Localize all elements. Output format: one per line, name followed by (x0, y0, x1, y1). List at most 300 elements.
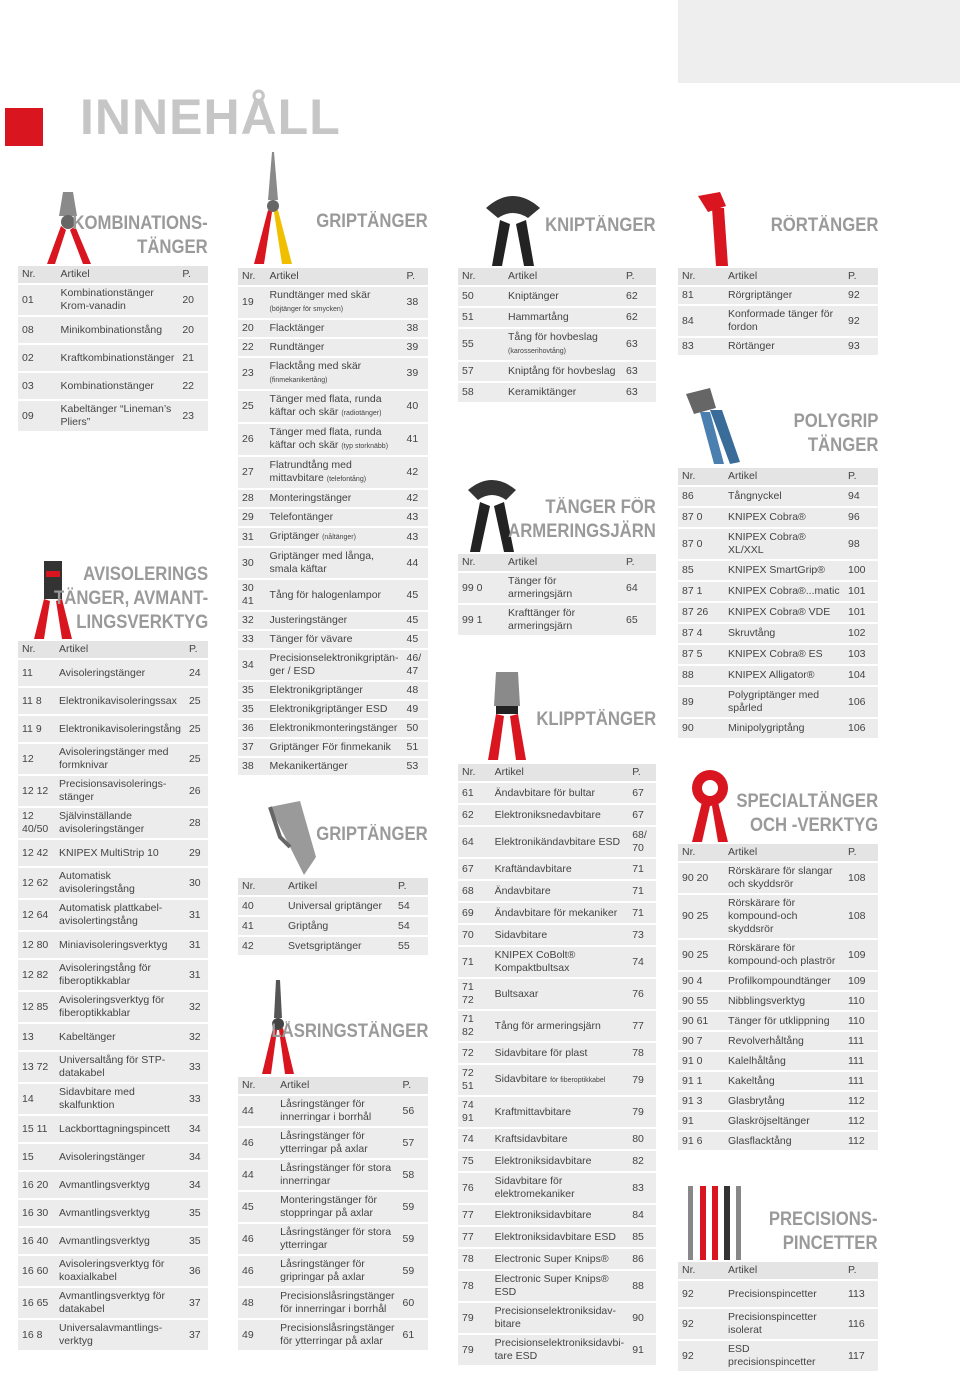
row-artikel (724, 992, 844, 1012)
row-page: 31 (185, 900, 208, 932)
row-artikel-text: Tänger för vävare (269, 633, 353, 645)
table-row (678, 895, 878, 940)
row-artikel (724, 487, 844, 508)
row-artikel-note: för fiberoptikkabel (550, 1077, 606, 1084)
row-nr: 71 72 (458, 979, 491, 1011)
row-artikel-text: Electronic Super Knips® (494, 1252, 609, 1265)
row-page: 59 (399, 1224, 428, 1256)
row-page: 83 (628, 1173, 656, 1205)
row-artikel-note: (telefontång) (326, 476, 367, 483)
row-nr: 84 (678, 306, 724, 338)
row-artikel-text: Griptänger med långa, smala käftar (269, 550, 375, 575)
row-page: 61 (399, 1320, 428, 1352)
row-artikel (55, 1256, 185, 1288)
table-row (458, 1043, 656, 1065)
header-artikel: Artikel (724, 1262, 844, 1281)
row-page: 106 (844, 719, 878, 740)
table-row (238, 650, 428, 682)
row-artikel-text: Avmantlingsverktyg (58, 1234, 150, 1247)
row-artikel (724, 1052, 844, 1072)
header-nr: Nr. (18, 266, 57, 285)
row-artikel-text: Krafttänger för armeringsjärn (508, 607, 576, 632)
row-page: 32 (185, 1024, 208, 1052)
row-nr: 77 (458, 1227, 491, 1249)
section-title: GRIPTÄNGER (316, 824, 428, 845)
table-row (678, 1032, 878, 1052)
row-artikel-text: Sidavbitare (494, 1073, 548, 1085)
row-artikel-text: Precisionselektroniksidav-bitare (494, 1305, 617, 1330)
table-row (458, 947, 656, 979)
row-nr: 91 6 (678, 1132, 724, 1152)
row-artikel (724, 895, 844, 940)
row-artikel-text: Sidavbitare för elektromekaniker (494, 1175, 575, 1200)
row-artikel-text: Nibblingsverktyg (728, 994, 806, 1007)
row-artikel-text: Griptång (288, 919, 329, 932)
table-row (678, 1092, 878, 1112)
section-armeringsjarn (458, 472, 656, 637)
header-p: P. (622, 554, 656, 573)
row-page: 80 (628, 1129, 656, 1151)
table-row (458, 1205, 656, 1227)
table-row (238, 339, 428, 358)
row-page: 101 (844, 582, 878, 603)
row-artikel-text: Elektronikgriptänger ESD (269, 703, 388, 715)
row-page: 31 (185, 932, 208, 960)
table-header-row (678, 844, 878, 863)
row-artikel (491, 805, 629, 827)
row-artikel (55, 744, 185, 776)
row-nr: 78 (458, 1249, 491, 1271)
row-nr: 57 (458, 362, 504, 383)
row-artikel (57, 373, 179, 401)
row-page: 21 (178, 345, 208, 373)
row-page: 20 (178, 317, 208, 345)
header-nr: Nr. (458, 554, 504, 573)
row-page: 62 (622, 308, 656, 329)
table-header-row (238, 268, 428, 287)
table-header-row (678, 1262, 878, 1281)
row-page: 59 (399, 1192, 428, 1224)
row-nr: 87 1 (678, 582, 724, 603)
row-nr: 91 (678, 1112, 724, 1132)
row-artikel (504, 308, 622, 329)
row-artikel-text: Kabeltänger (58, 1030, 116, 1043)
header-artikel: Artikel (266, 268, 403, 287)
row-nr: 90 20 (678, 863, 724, 895)
needle-nose-pliers-icon (248, 150, 298, 266)
row-page: 42 (403, 490, 428, 509)
table-row (238, 548, 428, 580)
row-artikel-text: Elektronikgriptänger (269, 684, 363, 696)
row-artikel-text: Griptänger (269, 530, 320, 542)
row-nr: 79 (458, 1303, 491, 1335)
table-row (238, 287, 428, 320)
row-nr: 40 (238, 897, 284, 917)
table-header-row (458, 554, 656, 573)
header-p: P. (844, 468, 878, 487)
table-header-row (18, 641, 208, 660)
table-row (678, 1281, 878, 1309)
row-artikel (724, 1012, 844, 1032)
row-artikel (724, 603, 844, 624)
row-artikel (504, 287, 622, 308)
row-artikel-text: Elektroniksidavbitare (494, 1208, 592, 1221)
row-page: 116 (844, 1309, 878, 1341)
row-artikel (504, 383, 622, 404)
pincett-table (678, 1262, 878, 1373)
row-nr: 15 11 (18, 1116, 55, 1144)
row-artikel-text: KNIPEX Cobra® XL/XXL (728, 531, 806, 556)
row-nr: 45 (238, 1192, 276, 1224)
row-artikel (491, 1065, 629, 1097)
row-artikel-text: Kniptång för hovbeslag (508, 365, 616, 377)
row-artikel (276, 1096, 398, 1128)
table-row (238, 509, 428, 528)
row-artikel-text: Kabeltänger “Lineman’s Pliers” (60, 403, 172, 428)
table-row (678, 992, 878, 1012)
row-artikel (724, 582, 844, 603)
row-nr: 74 (458, 1129, 491, 1151)
row-artikel (724, 972, 844, 992)
row-artikel-text: Kniptänger (508, 290, 559, 302)
row-page: 108 (844, 863, 878, 895)
row-nr: 92 (678, 1309, 724, 1341)
row-artikel-text: Flacktång med skär (269, 360, 362, 372)
row-artikel (276, 1288, 398, 1320)
pipe-cutter-icon (680, 768, 740, 844)
row-artikel (57, 345, 179, 373)
row-nr: 90 55 (678, 992, 724, 1012)
row-nr: 13 (18, 1024, 55, 1052)
row-artikel (491, 1011, 629, 1043)
section-griptanger-2 (238, 795, 428, 957)
table-row (458, 783, 656, 805)
row-nr: 25 (238, 391, 266, 424)
table-row (238, 1224, 428, 1256)
row-artikel (724, 1132, 844, 1152)
row-page: 103 (844, 645, 878, 666)
row-page: 42 (403, 457, 428, 490)
row-nr: 79 (458, 1335, 491, 1367)
row-nr: 51 (458, 308, 504, 329)
row-nr: 35 (238, 682, 266, 701)
table-row (458, 903, 656, 925)
row-nr: 68 (458, 881, 491, 903)
table-row (458, 1335, 656, 1367)
row-artikel (491, 827, 629, 859)
header-nr: Nr. (678, 268, 724, 287)
table-row (458, 605, 656, 637)
row-artikel-text: KNIPEX Alligator® (728, 669, 815, 681)
row-page: 112 (844, 1092, 878, 1112)
row-page: 40 (403, 391, 428, 424)
knip-table (458, 268, 656, 404)
header-nr: Nr. (678, 1262, 724, 1281)
row-page: 46/ 47 (403, 650, 428, 682)
row-artikel (276, 1320, 398, 1352)
row-artikel (491, 1151, 629, 1173)
header-artikel: Artikel (504, 268, 622, 287)
table-row (18, 744, 208, 776)
row-nr: 90 61 (678, 1012, 724, 1032)
row-artikel-text: KNIPEX SmartGrip® (728, 564, 826, 576)
row-artikel-text: Elektronikavisoleringstång (58, 722, 181, 735)
row-nr: 99 0 (458, 573, 504, 605)
table-row (238, 391, 428, 424)
row-nr: 32 (238, 612, 266, 631)
row-artikel (57, 317, 179, 345)
row-page: 59 (399, 1256, 428, 1288)
row-artikel-text: Kraftkombinationstänger (60, 351, 175, 364)
row-page: 57 (399, 1128, 428, 1160)
row-page: 77 (628, 1011, 656, 1043)
table-row (238, 739, 428, 758)
table-row (238, 758, 428, 777)
row-page: 28 (185, 808, 208, 840)
row-nr: 11 8 (18, 688, 55, 716)
header-p: P. (628, 764, 656, 783)
table-row (18, 1172, 208, 1200)
row-page: 39 (403, 339, 428, 358)
table-row (458, 859, 656, 881)
section-title: POLYGRIP TÄNGER (793, 411, 878, 456)
row-artikel (724, 863, 844, 895)
row-artikel-text: Keramiktänger (508, 386, 577, 398)
row-artikel (491, 1249, 629, 1271)
row-artikel-text: Låsringstänger för gripringar på axlar (280, 1258, 365, 1283)
table-row (458, 1097, 656, 1129)
table-row (458, 827, 656, 859)
row-page: 93 (844, 338, 878, 357)
row-nr: 16 20 (18, 1172, 55, 1200)
row-artikel-text: Precisionslåsringstänger för ytterringar på axlar (280, 1322, 395, 1347)
row-nr: 37 (238, 739, 266, 758)
row-page: 33 (185, 1052, 208, 1084)
row-page: 67 (628, 783, 656, 805)
row-artikel-text: Avisoleringstänger med formknivar (58, 746, 169, 771)
row-nr: 86 (678, 487, 724, 508)
row-artikel-text: Ändavbitare för mekaniker (494, 906, 618, 919)
row-artikel (266, 358, 403, 391)
row-page: 25 (185, 688, 208, 716)
row-page: 111 (844, 1072, 878, 1092)
row-artikel (55, 992, 185, 1024)
row-artikel (724, 687, 844, 719)
row-artikel (57, 401, 179, 433)
row-artikel-text: Avmantlingsverktyg (58, 1206, 150, 1219)
row-nr: 12 85 (18, 992, 55, 1024)
row-page: 36 (185, 1256, 208, 1288)
row-page: 94 (844, 487, 878, 508)
row-nr: 16 30 (18, 1200, 55, 1228)
row-artikel-text: Precisionslåsringstänger för innerringar i borrhål (280, 1290, 395, 1315)
row-artikel-text: Låsringstänger för stora ytterringar (280, 1226, 392, 1251)
row-artikel-text: Avisoleringstänger (58, 1150, 146, 1163)
row-page: 65 (622, 605, 656, 637)
table-row (18, 660, 208, 688)
row-artikel (491, 1205, 629, 1227)
table-row (678, 582, 878, 603)
section-title: KLIPPTÄNGER (536, 709, 656, 730)
row-artikel-text: Rörskärare för kompound-och skyddsrör (728, 897, 798, 935)
row-nr: 09 (18, 401, 57, 433)
row-artikel-text: Låsringstänger för stora innerringar (280, 1162, 392, 1187)
table-row (678, 1309, 878, 1341)
table-row (678, 306, 878, 338)
table-row (678, 603, 878, 624)
row-page: 73 (628, 925, 656, 947)
row-page: 64 (622, 573, 656, 605)
header-artikel: Artikel (504, 554, 622, 573)
row-page: 60 (399, 1288, 428, 1320)
row-nr: 55 (458, 329, 504, 362)
header-p: P. (178, 266, 208, 285)
section-title: KOMBINATIONS- TÄNGER (72, 213, 208, 258)
table-row (458, 1173, 656, 1205)
row-nr: 30 41 (238, 580, 266, 612)
row-artikel-text: Konformade tänger för fordon (728, 308, 834, 333)
row-artikel (55, 1024, 185, 1052)
table-row (18, 345, 208, 373)
table-row (18, 1116, 208, 1144)
row-nr: 16 60 (18, 1256, 55, 1288)
header-p: P. (844, 268, 878, 287)
table-row (238, 917, 428, 937)
row-page: 53 (403, 758, 428, 777)
row-artikel-text: Elektronikavisoleringssax (58, 694, 177, 707)
header-artikel: Artikel (276, 1077, 398, 1096)
row-nr: 22 (238, 339, 266, 358)
table-header-row (238, 1077, 428, 1096)
row-page: 104 (844, 666, 878, 687)
row-artikel (266, 391, 403, 424)
table-row (678, 972, 878, 992)
row-page: 101 (844, 603, 878, 624)
row-artikel-text: Svetsgriptänger (288, 939, 362, 952)
row-page: 22 (178, 373, 208, 401)
row-page: 25 (185, 744, 208, 776)
row-page: 90 (628, 1303, 656, 1335)
row-artikel (55, 1228, 185, 1256)
row-artikel (491, 979, 629, 1011)
row-page: 24 (185, 660, 208, 688)
row-page: 88 (628, 1271, 656, 1303)
row-artikel-text: Monteringstänger för stoppringar på axlar (280, 1194, 378, 1219)
header-p: P. (844, 844, 878, 863)
row-artikel (724, 1072, 844, 1092)
table-row (678, 1132, 878, 1152)
table-row (238, 1096, 428, 1128)
row-artikel (276, 1192, 398, 1224)
row-page: 23 (178, 401, 208, 433)
row-nr: 87 0 (678, 529, 724, 561)
row-nr: 90 4 (678, 972, 724, 992)
row-artikel (55, 808, 185, 840)
row-artikel-text: Justeringstänger (269, 614, 348, 626)
table-row (238, 490, 428, 509)
table-row (238, 320, 428, 339)
table-row (18, 1320, 208, 1352)
row-nr: 27 (238, 457, 266, 490)
row-nr: 49 (238, 1320, 276, 1352)
table-row (18, 401, 208, 433)
row-artikel (266, 612, 403, 631)
header-nr: Nr. (458, 764, 491, 783)
row-artikel (266, 682, 403, 701)
header-artikel: Artikel (57, 266, 179, 285)
row-nr: 44 (238, 1160, 276, 1192)
row-page: 71 (628, 881, 656, 903)
row-artikel-text: Flacktänger (269, 322, 325, 334)
row-artikel-note: (typ storknäbb) (341, 443, 389, 450)
locking-pliers-icon (260, 797, 320, 877)
table-row (458, 1227, 656, 1249)
row-page: 92 (844, 287, 878, 306)
row-artikel (55, 1144, 185, 1172)
row-artikel-text: Monteringstänger (269, 492, 352, 504)
row-nr: 36 (238, 720, 266, 739)
row-artikel (266, 701, 403, 720)
header-p: P. (399, 1077, 428, 1096)
table-row (458, 1065, 656, 1097)
row-page: 45 (403, 612, 428, 631)
row-artikel-text: Sidavbitare med skalfunktion (58, 1086, 135, 1111)
table-row (238, 457, 428, 490)
page-title: INNEHÅLL (80, 89, 341, 145)
avisolering-table (18, 641, 208, 1352)
row-nr: 91 3 (678, 1092, 724, 1112)
header-p: P. (403, 268, 428, 287)
header-artikel: Artikel (724, 468, 844, 487)
header-artikel: Artikel (284, 878, 394, 897)
row-artikel-text: Elektroniksnedavbitare (494, 808, 601, 821)
pipe-wrench-icon (690, 188, 750, 268)
row-artikel (55, 840, 185, 868)
row-nr: 72 (458, 1043, 491, 1065)
table-row (678, 1112, 878, 1132)
row-page: 35 (185, 1228, 208, 1256)
row-artikel (55, 960, 185, 992)
row-artikel (724, 1112, 844, 1132)
row-page: 109 (844, 940, 878, 972)
row-artikel-text: Tång för armeringsjärn (494, 1019, 601, 1032)
row-artikel (491, 903, 629, 925)
row-page: 62 (622, 287, 656, 308)
table-row (18, 960, 208, 992)
row-nr: 28 (238, 490, 266, 509)
table-row (458, 573, 656, 605)
section-rortanger (678, 186, 878, 357)
table-header-row (678, 268, 878, 287)
water-pump-pliers-icon (680, 386, 750, 466)
row-page: 55 (394, 937, 428, 957)
table-header-row (678, 468, 878, 487)
table-row (18, 1228, 208, 1256)
corner-grey-panel (678, 0, 960, 83)
row-nr: 92 (678, 1341, 724, 1373)
row-page: 37 (185, 1320, 208, 1352)
row-nr: 16 40 (18, 1228, 55, 1256)
row-page: 25 (185, 716, 208, 744)
row-page: 20 (178, 285, 208, 317)
row-page: 49 (403, 701, 428, 720)
row-artikel (491, 1335, 629, 1367)
row-page: 38 (403, 320, 428, 339)
row-artikel-text: Tång för hovbeslag (508, 331, 598, 343)
row-nr: 11 (18, 660, 55, 688)
row-artikel-text: Låsringstänger för innerringar i borrhål (280, 1098, 372, 1123)
row-page: 31 (185, 960, 208, 992)
